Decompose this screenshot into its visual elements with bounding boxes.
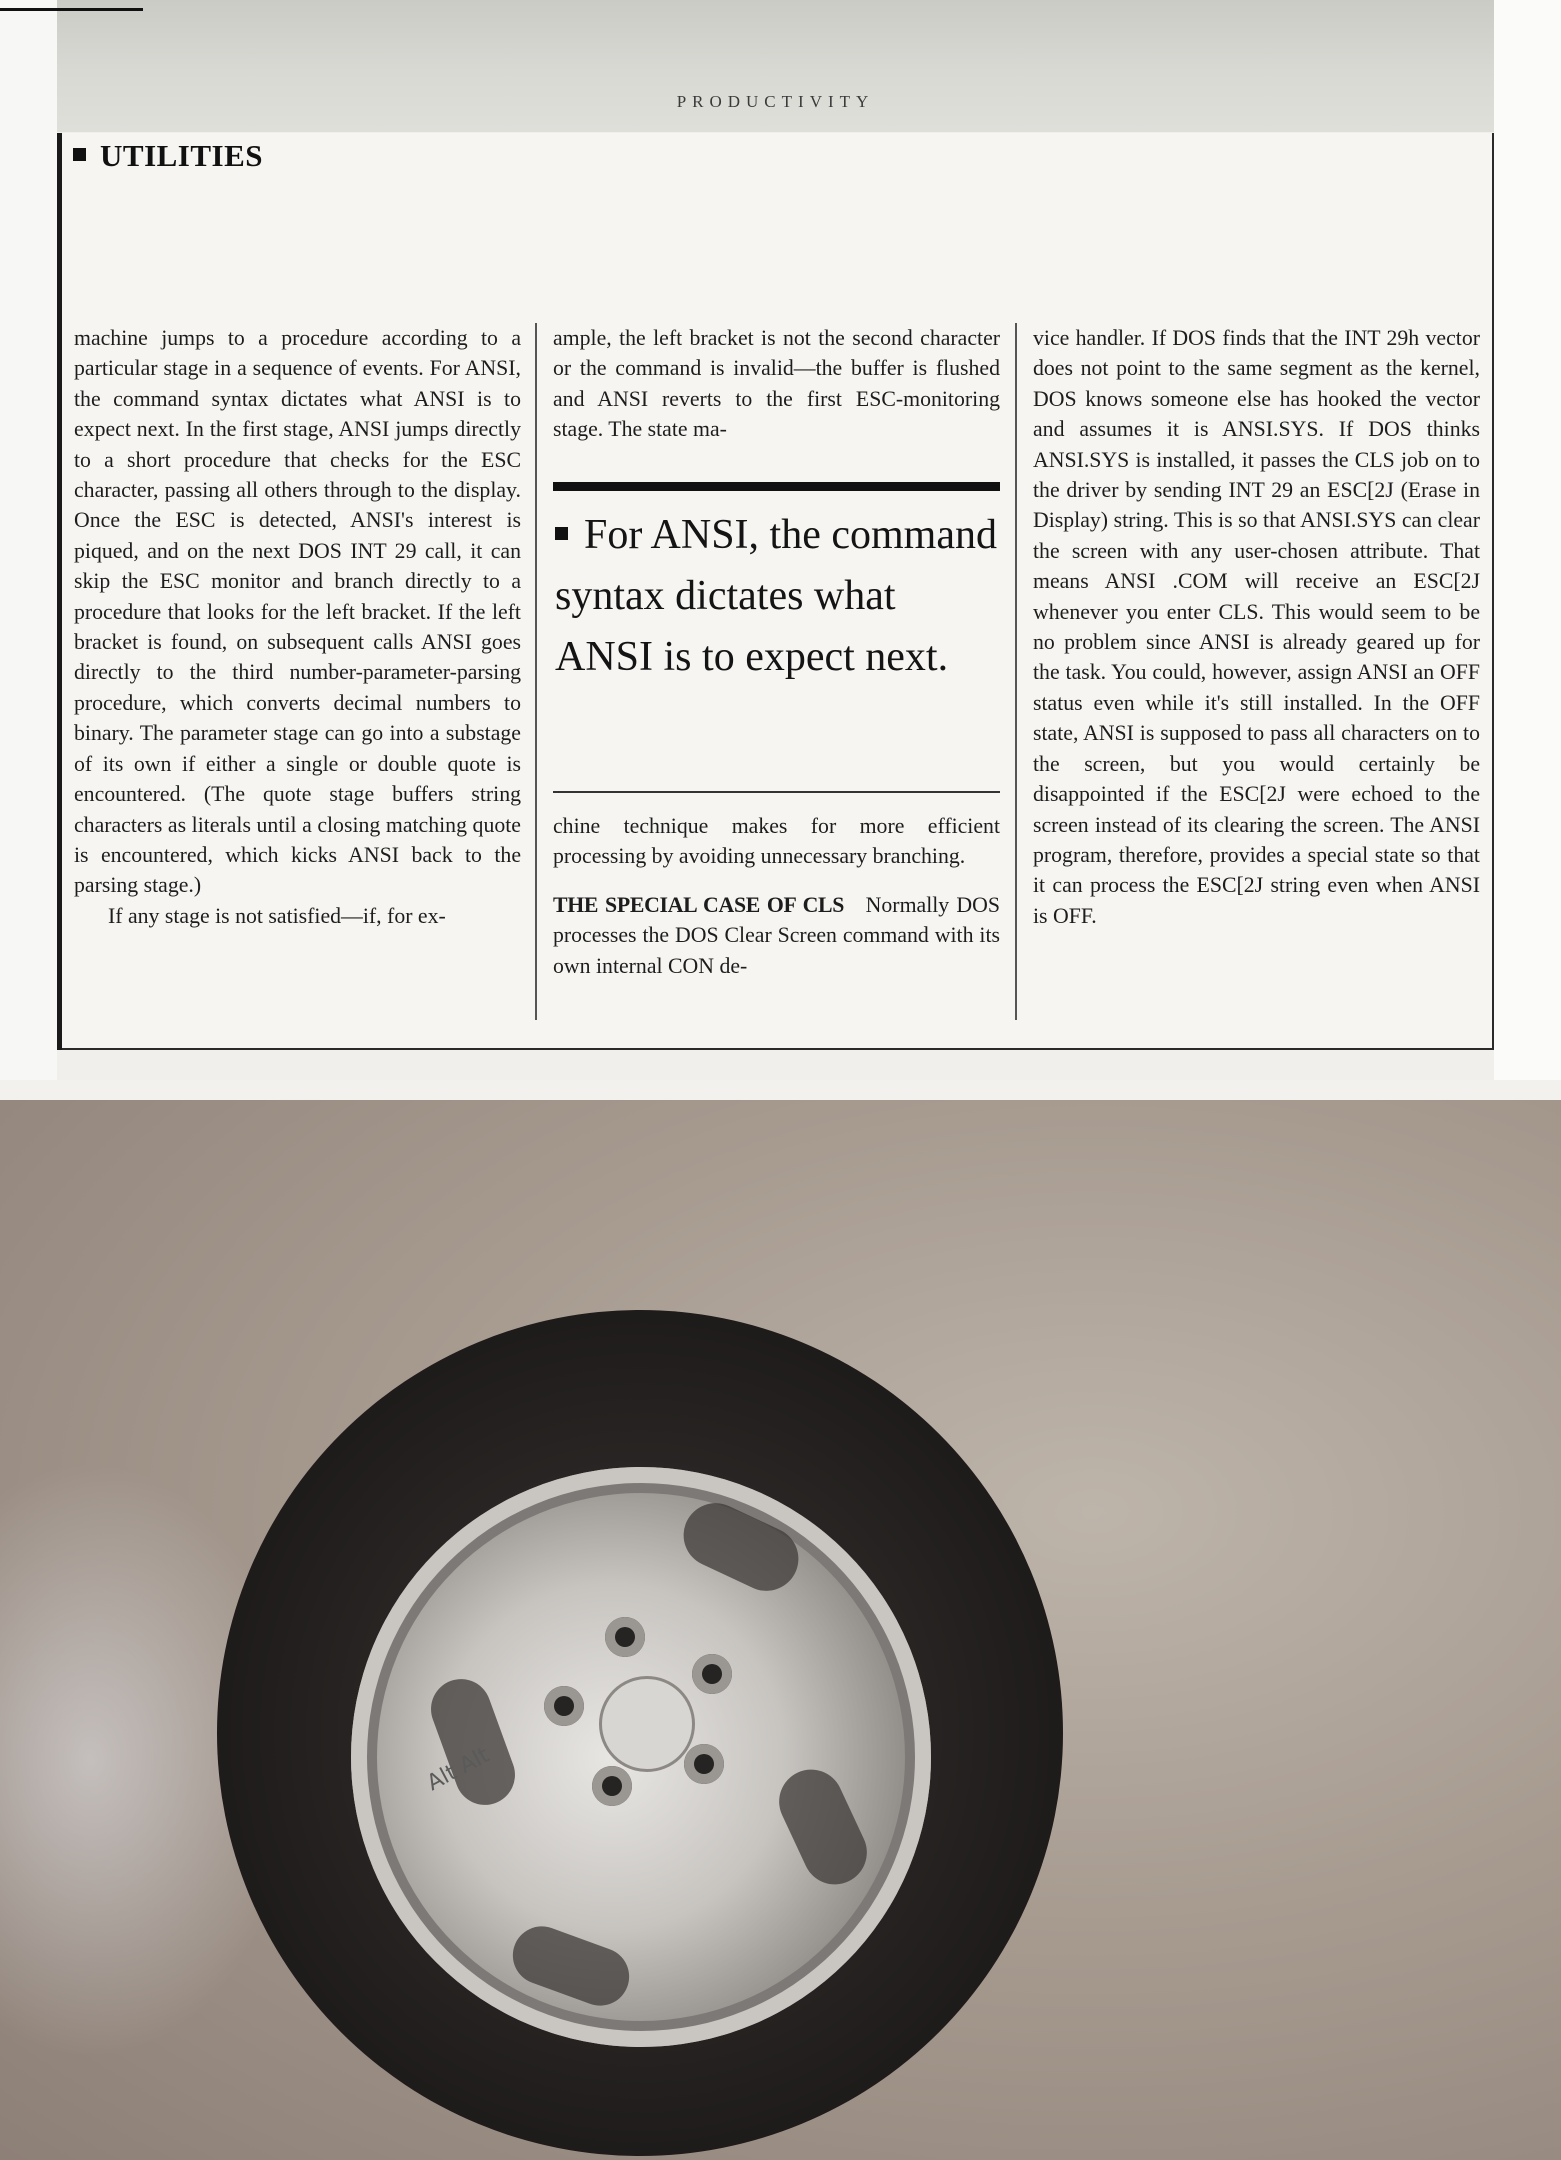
lug-nut xyxy=(692,1654,732,1694)
subhead-body: Normally DOS processes the DOS Clear Screen command with its own internal CON de- xyxy=(553,892,1000,978)
wheel-photo xyxy=(0,1080,1561,2160)
photo-top-gap xyxy=(0,1080,1561,1100)
bullet-square-icon xyxy=(73,148,86,161)
column-3-paragraph-1: vice handler. If DOS finds that the INT 29h vector does not point to the same segment as the kernel, DOS knows someone else has hooked the vector and assumes it is ANSI.SYS. If DOS thinks ANSI.SYS is installed, it passes the CLS job on to the driver by sending INT 29 an ESC[2J (Erase in Display) string. This is so that ANSI.SYS can clear the screen with any user-chosen attribute. That means ANSI .COM will receive an ESC[2J whenever you enter CLS. This would seem to be no problem since ANSI is already geared up for the task. You could, however, assign ANSI an OFF status even while it's still installed. In the OFF state, ANSI is supposed to pass all characters on to the screen, but you would certainly be disappointed if the ESC[2J were echoed to the screen instead of its clearing the screen. The ANSI program, therefore, provides a special state so that it can process the ESC[2J string even when ANSI is OFF. xyxy=(1033,326,1480,928)
pullquote xyxy=(555,505,1000,688)
page-right-margin xyxy=(1494,0,1561,1080)
corner-rule xyxy=(0,8,143,11)
lug-nut xyxy=(684,1744,724,1784)
lug-nut xyxy=(544,1686,584,1726)
column-divider-2 xyxy=(1015,323,1017,1020)
page-left-margin xyxy=(0,0,57,1080)
pullquote-text: For ANSI, the command syntax dictates what ANSI is to expect next. xyxy=(555,512,997,680)
article-column-2-lower xyxy=(553,811,1000,981)
article-column-3 xyxy=(1033,323,1480,931)
department-heading xyxy=(73,138,263,174)
article-column-1 xyxy=(74,323,521,931)
pullquote-top-rule xyxy=(553,482,1000,491)
section-label: PRODUCTIVITY xyxy=(676,92,875,111)
hub-cap xyxy=(599,1676,695,1772)
column-1-paragraph-2: If any stage is not satisfied—if, for ex- xyxy=(108,903,446,928)
column-2-subsection xyxy=(553,890,1000,981)
pullquote-bottom-rule xyxy=(553,791,1000,793)
column-2-paragraph-upper: ample, the left bracket is not the second character or the command is invalid—the buffer is flushed and ANSI reverts to the first ESC-monitoring stage. The state ma- xyxy=(553,326,1000,442)
rim-window xyxy=(673,1493,809,1602)
bullet-square-icon xyxy=(555,527,568,540)
column-1-paragraph-1: machine jumps to a procedure according to a particular stage in a sequence of events. For ANSI, the command syntax dictates what ANSI is to expect next. In the first stage, ANSI jumps directly to a short procedure that checks for the ESC character, passing all others through to the display. Once the ESC is detected, ANSI's interest is piqued, and on the next DOS INT 29 call, it can skip the ESC monitor and branch directly to a procedure that looks for the left bracket. If the left bracket is found, on subsequent calls ANSI goes directly to the third number-parameter-parsing procedure, which converts decimal numbers to binary. The parameter stage can go into a substage of its own if either a single or double quote is encountered. (The quote stage buffers string characters as literals until a closing matching quote is encountered, which kicks ANSI back to the parsing stage.) xyxy=(74,326,521,898)
rim-inscription: Alt Alt xyxy=(423,1742,494,1797)
rim-window xyxy=(505,1918,638,2014)
column-divider-1 xyxy=(535,323,537,1020)
article-column-2 xyxy=(553,323,1000,445)
header-band xyxy=(57,0,1494,132)
lug-nut xyxy=(605,1617,645,1657)
department-label: UTILITIES xyxy=(100,138,264,173)
column-2-paragraph-lower: chine technique makes for more efficient processing by avoiding unnecessary branching. xyxy=(553,814,1000,869)
subhead: THE SPECIAL CASE OF CLS xyxy=(553,892,845,917)
lug-nut xyxy=(592,1766,632,1806)
frame-left-bar xyxy=(57,133,62,1050)
rim-window xyxy=(769,1759,878,1895)
